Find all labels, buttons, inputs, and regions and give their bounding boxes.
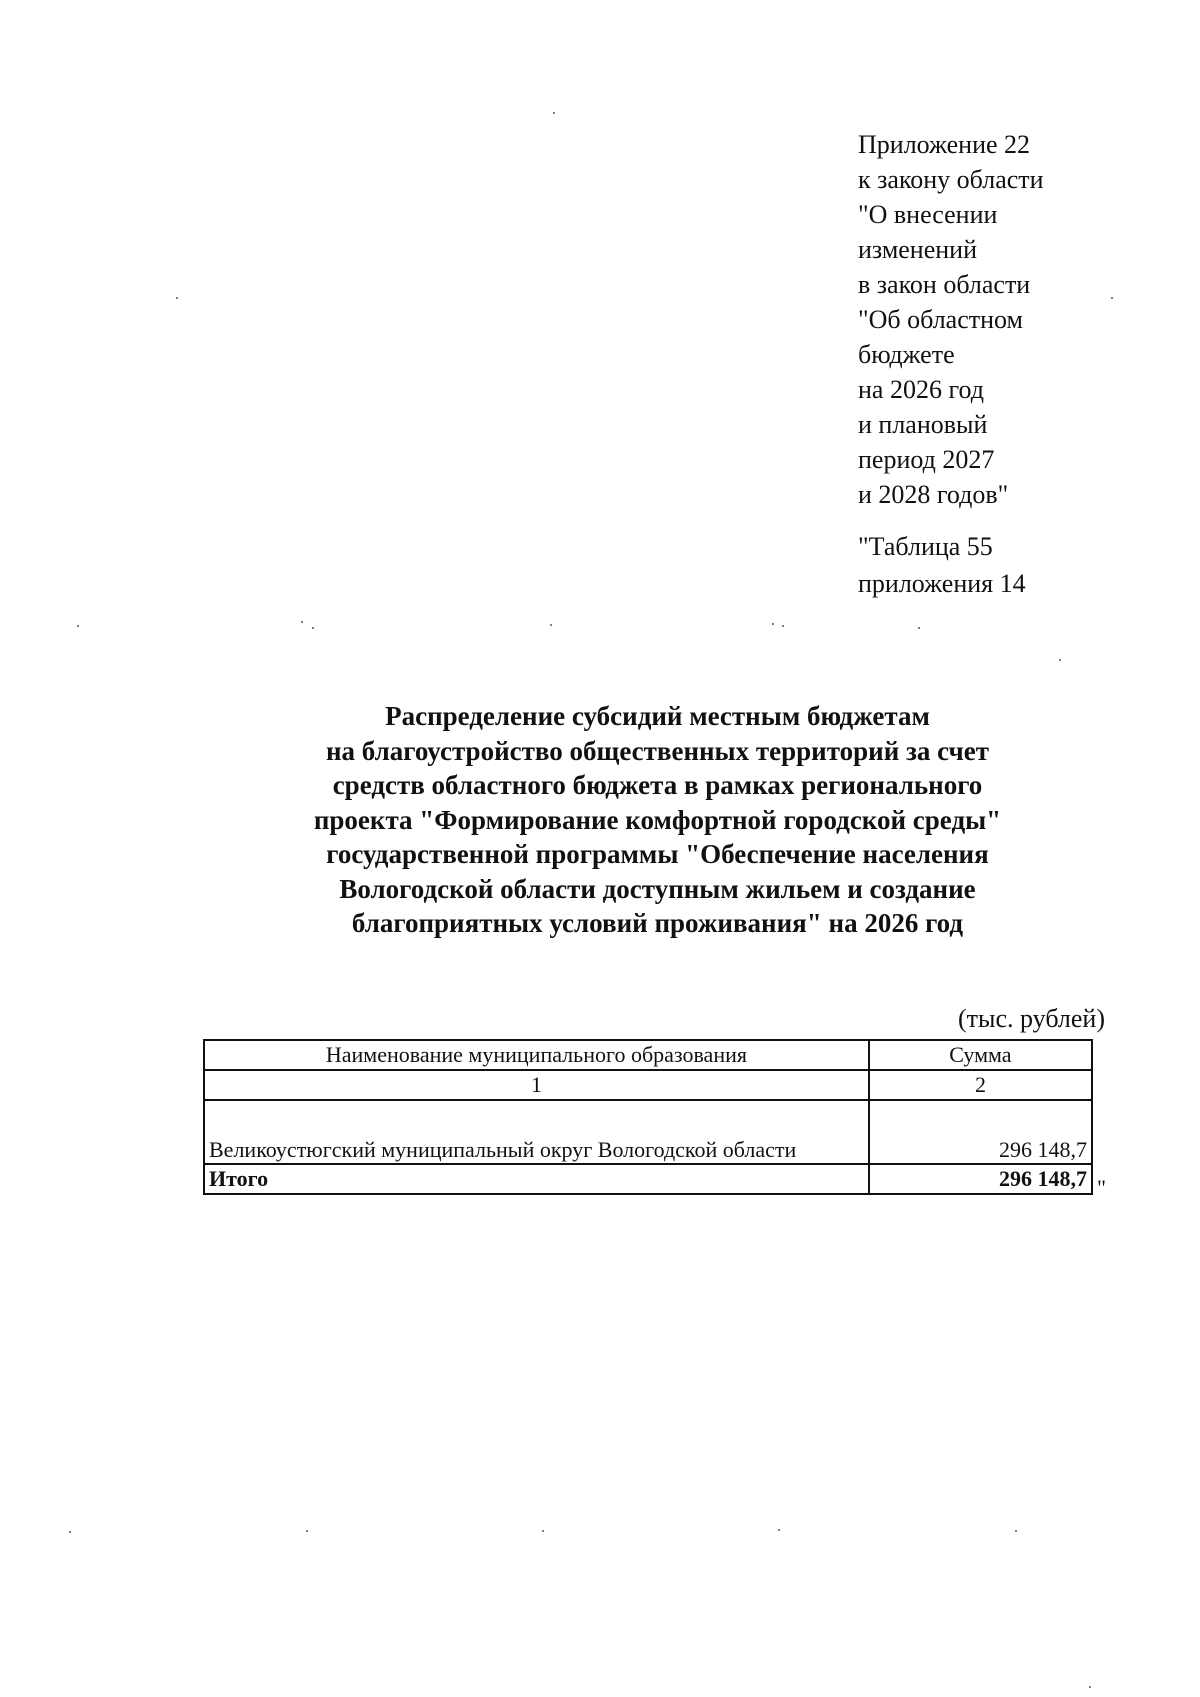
- title-line: средств областного бюджета в рамках регионального: [332, 770, 983, 800]
- table-ref-line: "Таблица 55: [858, 532, 993, 561]
- scan-speck: [772, 623, 774, 625]
- scan-speck: [918, 627, 920, 629]
- table-ref-line: приложения 14: [858, 569, 1026, 598]
- scan-speck: [312, 627, 314, 629]
- appendix-line: бюджете: [858, 340, 955, 369]
- subsidy-table: [203, 1039, 1093, 1195]
- units-label: (тыс. рублей): [957, 1004, 1105, 1033]
- appendix-line: период 2027: [858, 445, 995, 474]
- scan-speck: [778, 1529, 780, 1531]
- appendix-line: Приложение 22: [858, 130, 1031, 159]
- scan-speck: [69, 1531, 71, 1533]
- scan-speck: [1111, 297, 1113, 299]
- title-line: благоприятных условий проживания" на 2026 год: [351, 908, 964, 938]
- scan-speck: [1059, 659, 1061, 661]
- table-header-row: [204, 1040, 1092, 1070]
- title-line: проекта "Формирование комфортной городской среды": [313, 804, 1002, 835]
- column-number: 1: [204, 1070, 869, 1100]
- scan-speck: [1089, 1686, 1091, 1688]
- scan-speck: [77, 625, 79, 627]
- scan-speck: [553, 112, 555, 114]
- column-number: 2: [869, 1070, 1092, 1100]
- appendix-reference: [858, 127, 1178, 512]
- appendix-line: "Об областном: [858, 305, 1023, 334]
- appendix-line: в закон области: [858, 270, 1031, 299]
- total-sum: 296 148,7: [869, 1164, 1092, 1194]
- title-line: Вологодской области доступным жильем и создание: [339, 873, 976, 904]
- appendix-line: изменений: [858, 235, 978, 264]
- header-sum: Сумма: [869, 1040, 1092, 1070]
- total-row: [204, 1164, 1092, 1194]
- appendix-line: и плановый: [858, 410, 988, 439]
- title-line: государственной программы "Обеспечение населения: [326, 839, 989, 869]
- municipality-name: Великоустюгский муниципальный округ Вологодской области: [204, 1100, 869, 1164]
- title-line: Распределение субсидий местным бюджетам: [385, 701, 930, 731]
- column-number-row: [204, 1070, 1092, 1100]
- total-label: Итого: [204, 1164, 869, 1194]
- scan-speck: [306, 1530, 308, 1532]
- table-row: [204, 1100, 1092, 1164]
- scan-speck: [542, 1530, 544, 1532]
- scan-speck: [550, 624, 552, 626]
- closing-quote: ": [1097, 1175, 1106, 1200]
- scan-speck: [1015, 1530, 1017, 1532]
- municipality-sum: 296 148,7: [869, 1100, 1092, 1164]
- appendix-line: на 2026 год: [858, 375, 984, 404]
- table-reference: [858, 528, 1178, 602]
- scan-speck: [176, 297, 178, 299]
- scan-speck: [301, 621, 303, 623]
- document-title: [200, 699, 1115, 941]
- title-line: на благоустройство общественных территорий за счет: [325, 735, 990, 766]
- scan-speck: [782, 625, 784, 627]
- appendix-line: и 2028 годов": [858, 480, 1009, 509]
- appendix-line: "О внесении: [858, 200, 998, 229]
- header-name: Наименование муниципального образования: [204, 1040, 869, 1070]
- appendix-line: к закону области: [858, 165, 1044, 194]
